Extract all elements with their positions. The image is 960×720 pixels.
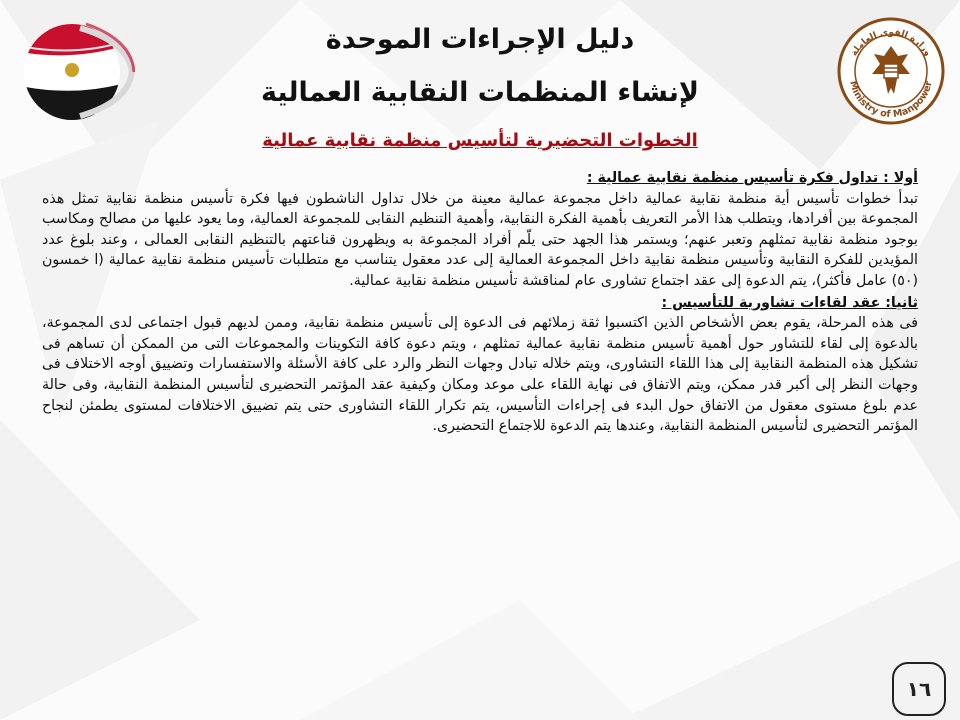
logo-arabic-text: وزارة القوى العاملة [849,27,933,59]
logo-english-text: Ministry of Manpower [847,79,935,121]
document-title-line2: لإنشاء المنظمات النقابية العمالية [261,77,699,108]
document-title-line1: دليل الإجراءات الموحدة [325,24,635,55]
section-title: الخطوات التحضيرية لتأسيس منظمة نقابية عمالية [262,130,698,151]
page-number: ١٦ [892,662,946,716]
egypt-flag-ball [20,18,135,126]
section-1-paragraph: تبدأ خطوات تأسيس أية منظمة نقابية عمالية داخل مجموعة عمالية معينة من خلال تداول الناشطون فيها فكرة تأسيس منظمة نقابية تمثل هذه المجموعة بين أفرادها، ويتطلب هذا الأمر التعريف بأهمية الفكرة النقابية، وأهمية التنظيم النقابى للمجموعة العمالية، وما يعود عليها من مصالح ومكاسب بوجود منظمة نقابية تمثلهم وتعبر عنهم؛ ويستمر هذا الجهد حتى يلّم أفراد المجموعة به ويظهرون قناعتهم بالتنظيم النقابى العمالى ، وعند بلوغ عدد المؤيدين للفكرة النقابية وتأسيس منظمة نقابية داخل المجموعة العمالية إلى عدد معقول يتناسب مع متطلبات تأسيس منظمة نقابية عمالية (ا خمسون (٥٠) عامل فأكثر)، يتم الدعوة إلى عقد اجتماع تشاورى عام لمناقشة تأسيس منظمة نقابية عمالية. [42,190,918,289]
section-2-paragraph: فى هذه المرحلة، يقوم بعض الأشخاص الذين اكتسبوا ثقة زملائهم فى الدعوة إلى تأسيس منظمة نقابية، وممن لديهم قبول اجتماعى لدى المجموعة، بالدعوة إلى لقاء للتشاور حول أهمية تأسيس منظمة نقابية عمالية تمثلهم ، ويتم دعوة كافة التكوينات والمجموعات التى من الممكن أن تساهم فى تشكيل هذه المنظمة النقابية إلى هذا اللقاء التشاورى، ويتم خلاله تبادل وجهات النظر والرد على كافة الأسئلة والاستفسارات وتضييق أوجه الاختلاف فى وجهات النظر إلى أكبر قدر ممكن، ويتم الاتفاق فى نهاية اللقاء على موعد ومكان وكيفية عقد المؤتمر التحضيرى لتأسيس المنظمة النقابية، وفى حالة عدم بلوغ مستوى معقول من الاتفاق حول البدء فى إجراءات التأسيس، يتم تكرار اللقاء التشاورى حتى يتم تضييق الاختلافات لمستوى يطمئن لنجاح المؤتمر التحضيرى لتأسيس المنظمة النقابية، وعندها يتم الدعوة للاجتماع التحضيرى. [42,315,918,435]
document-body [42,168,918,438]
section-2-heading: ثانيا: عقد لقاءات تشاورية للتأسيس : [661,294,918,311]
section-1-heading: أولا : تداول فكرة تأسيس منظمة نقابية عمالية : [586,170,918,186]
ministry-logo [836,16,946,126]
